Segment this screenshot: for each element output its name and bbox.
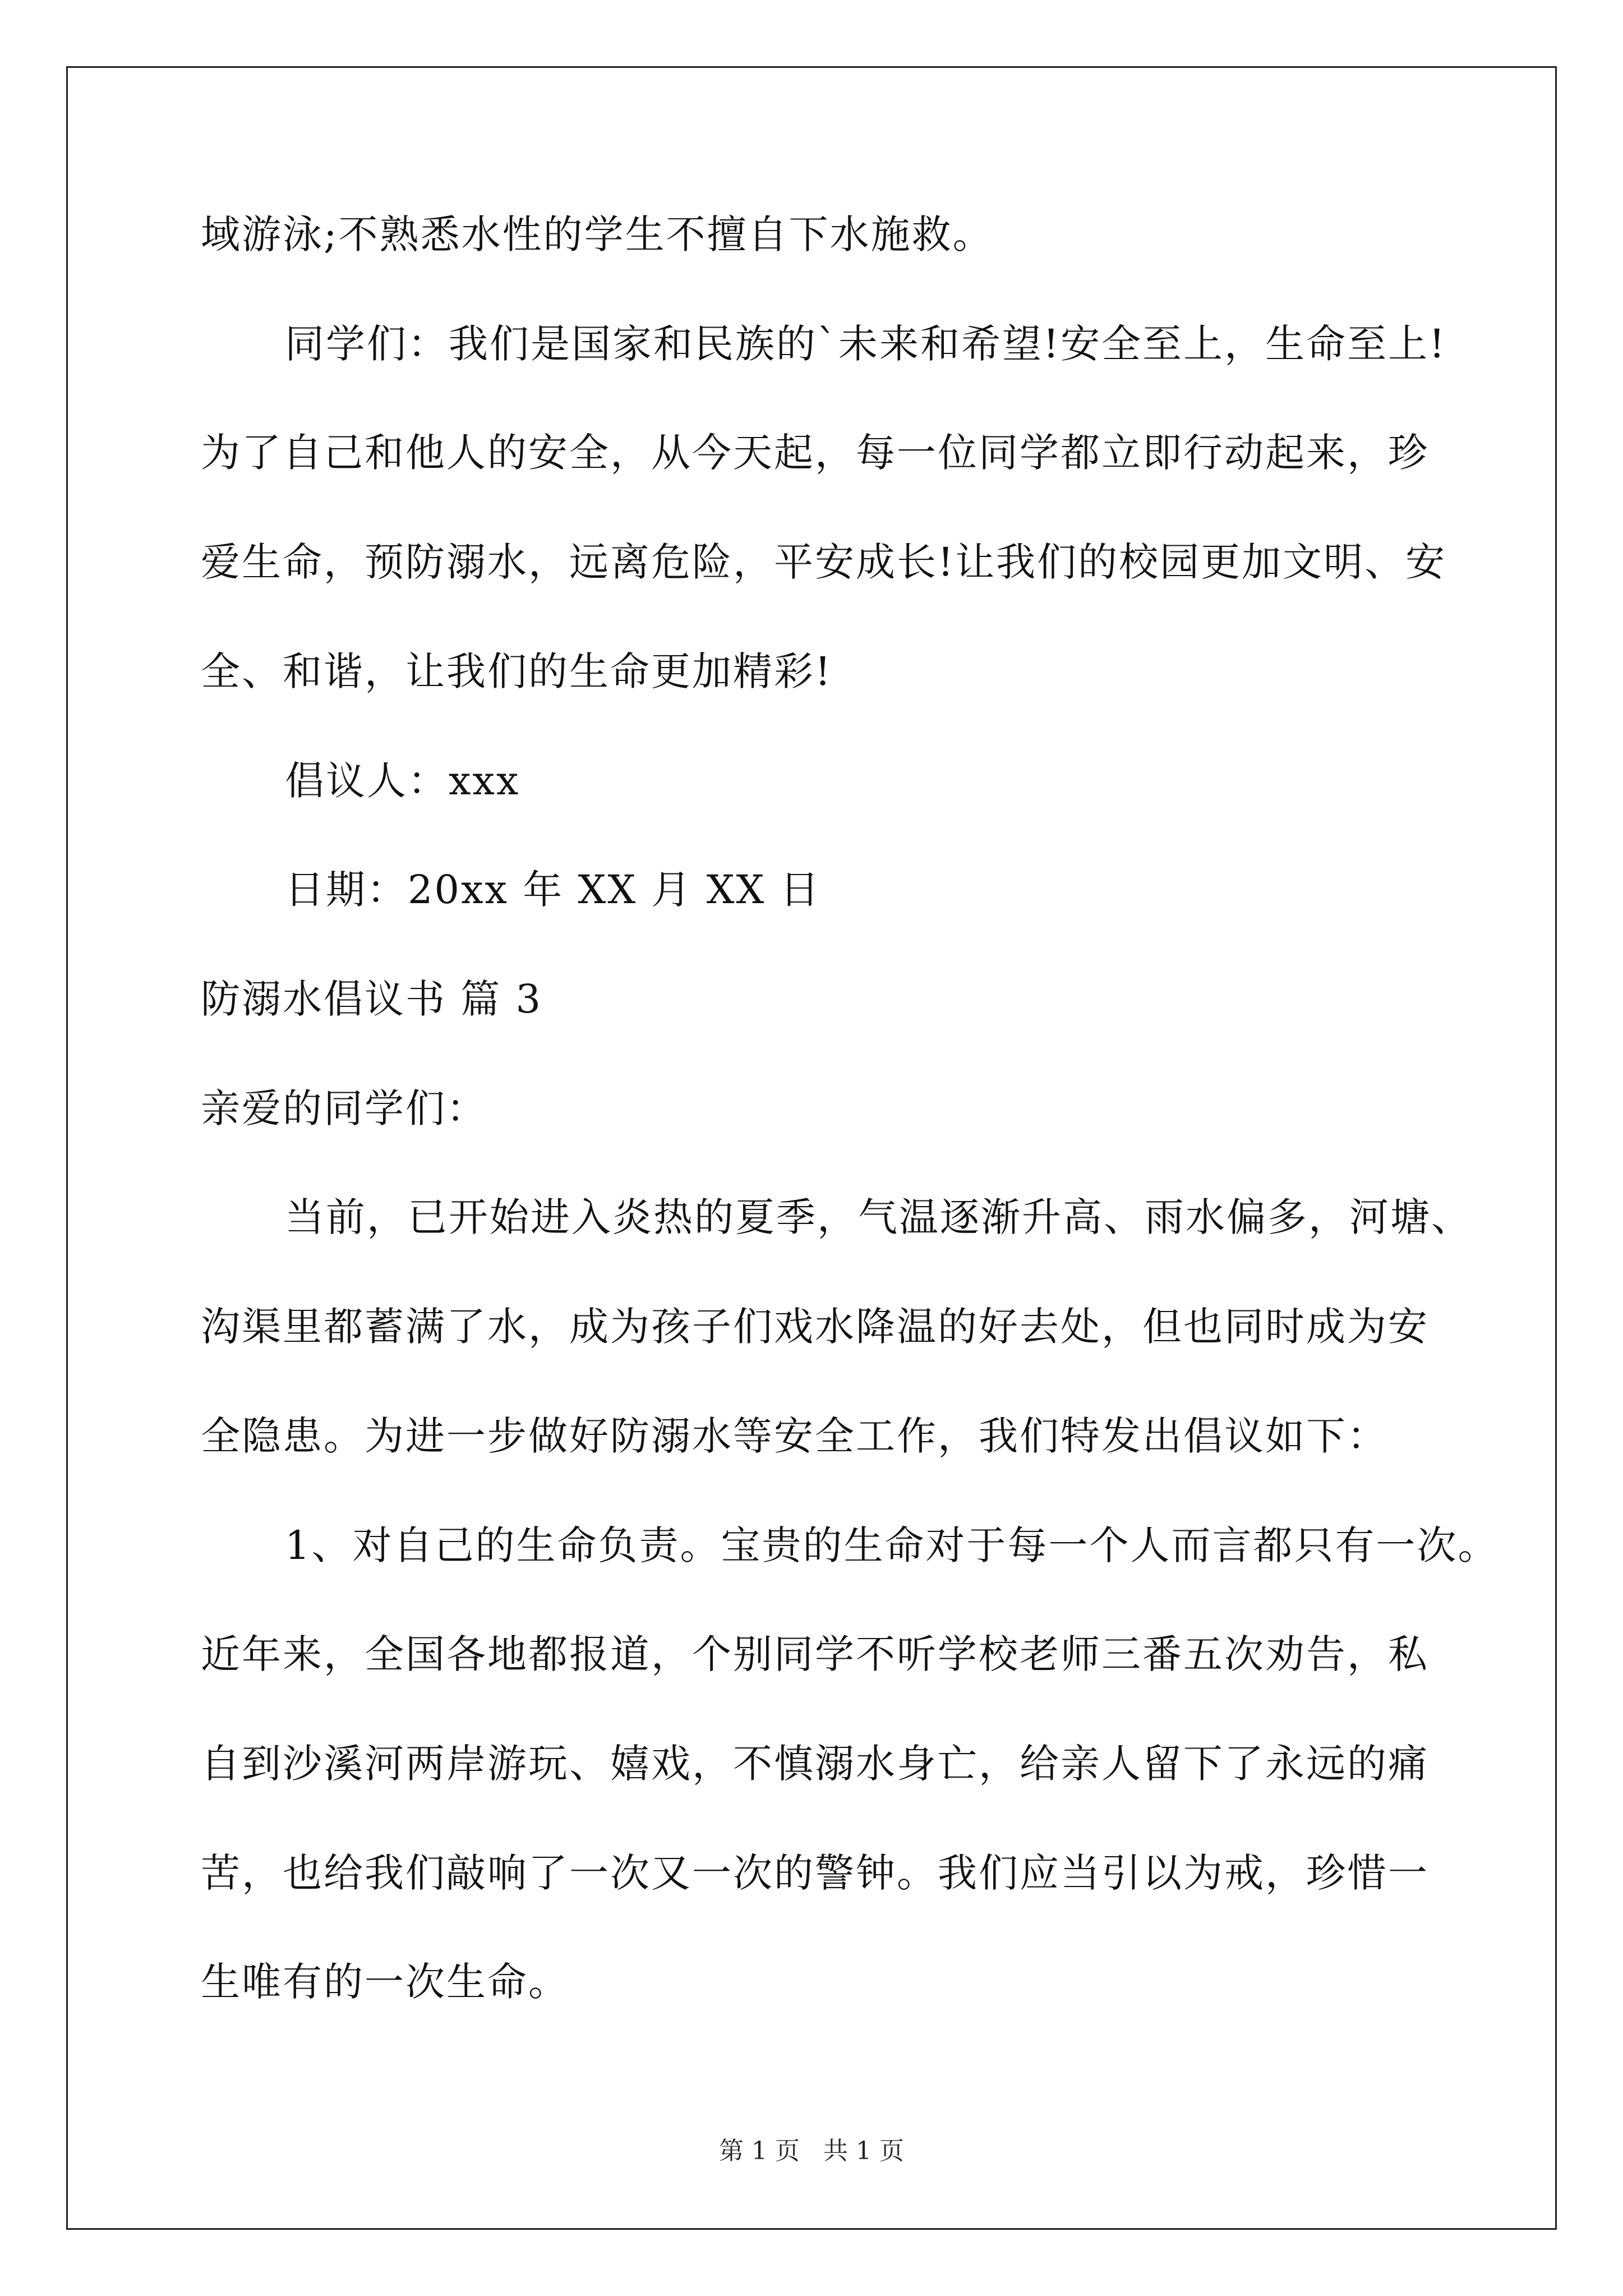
page-total: 共 1 页: [823, 2137, 904, 2165]
text-line: 当前，已开始进入炎热的夏季，气温逐渐升高、雨水偏多，河塘、: [285, 1194, 1472, 1240]
text-line: 生唯有的一次生命。: [201, 1959, 569, 2005]
text-line: 为了自己和他人的安全，从今天起，每一位同学都立即行动起来，珍: [201, 430, 1429, 476]
salutation: 亲爱的同学们：: [201, 1085, 487, 1131]
text-line: 苦，也给我们敲响了一次又一次的警钟。我们应当引以为戒，珍惜一: [201, 1850, 1429, 1896]
text-line: 爱生命，预防溺水，远离危险，平安成长!让我们的校园更加文明、安: [201, 539, 1447, 585]
text-line: 全隐患。为进一步做好防溺水等安全工作，我们特发出倡议如下：: [201, 1413, 1388, 1459]
section-heading: 防溺水倡议书 篇 3: [201, 976, 543, 1022]
text-line: 域游泳;不熟悉水性的学生不擅自下水施救。: [201, 211, 994, 257]
page-number: 第 1 页: [719, 2137, 800, 2165]
text-line: 同学们：我们是国家和民族的`未来和希望!安全至上，生命至上!: [285, 321, 1447, 367]
text-line: 1、对自己的生命负责。宝贵的生命对于每一个人而言都只有一次。: [285, 1522, 1499, 1568]
page-footer: [0, 2137, 1623, 2165]
signer-line: 倡议人：xxx: [285, 758, 520, 804]
text-line: 沟渠里都蓄满了水，成为孩子们戏水降温的好去处，但也同时成为安: [201, 1304, 1429, 1350]
text-line: 自到沙溪河两岸游玩、嬉戏，不慎溺水身亡，给亲人留下了永远的痛: [201, 1741, 1429, 1787]
page-border: [66, 66, 1557, 2230]
date-line: 日期：20xx 年 XX 月 XX 日: [285, 867, 821, 913]
text-line: 全、和谐，让我们的生命更加精彩!: [201, 648, 833, 694]
text-line: 近年来，全国各地都报道，个别同学不听学校老师三番五次劝告，私: [201, 1631, 1429, 1677]
